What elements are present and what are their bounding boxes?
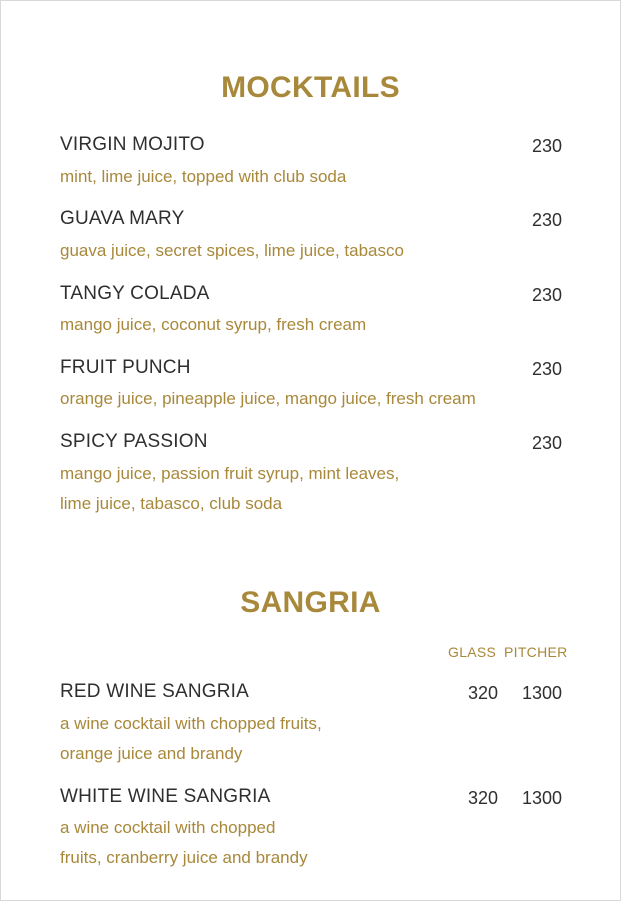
item-description: a wine cocktail with chopped fruits, — [60, 714, 322, 733]
mocktails-title: MOCKTAILS — [221, 71, 400, 104]
item-name: VIRGIN MOJITO — [60, 134, 205, 155]
item-description: a wine cocktail with chopped — [60, 818, 276, 837]
sangria-title: SANGRIA — [240, 586, 381, 619]
item-name: RED WINE SANGRIA — [60, 681, 249, 702]
item-description: lime juice, tabasco, club soda — [60, 494, 283, 513]
item-name: TANGY COLADA — [60, 283, 210, 304]
item-price: 230 — [531, 285, 562, 305]
item-price: 230 — [531, 433, 562, 453]
glass-price: 320 — [467, 683, 498, 703]
pitcher-price: 1300 — [521, 683, 562, 703]
pitcher-column-header: PITCHER — [504, 644, 568, 660]
item-price: 230 — [531, 136, 562, 156]
glass-price: 320 — [467, 788, 498, 808]
glass-column-header: GLASS — [448, 644, 497, 660]
item-description: mango juice, coconut syrup, fresh cream — [60, 315, 367, 334]
item-name: SPICY PASSION — [60, 431, 208, 452]
item-description: guava juice, secret spices, lime juice, tabasco — [60, 241, 404, 260]
item-name: WHITE WINE SANGRIA — [60, 786, 271, 807]
item-description: fruits, cranberry juice and brandy — [60, 848, 308, 867]
item-description: mango juice, passion fruit syrup, mint leaves, — [60, 464, 400, 483]
item-name: FRUIT PUNCH — [60, 357, 191, 378]
item-price: 230 — [531, 210, 562, 230]
item-description: orange juice and brandy — [60, 744, 243, 763]
item-description: orange juice, pineapple juice, mango juice, fresh cream — [60, 389, 476, 408]
item-price: 230 — [531, 359, 562, 379]
item-description: mint, lime juice, topped with club soda — [60, 167, 347, 186]
pitcher-price: 1300 — [521, 788, 562, 808]
item-name: GUAVA MARY — [60, 208, 185, 229]
